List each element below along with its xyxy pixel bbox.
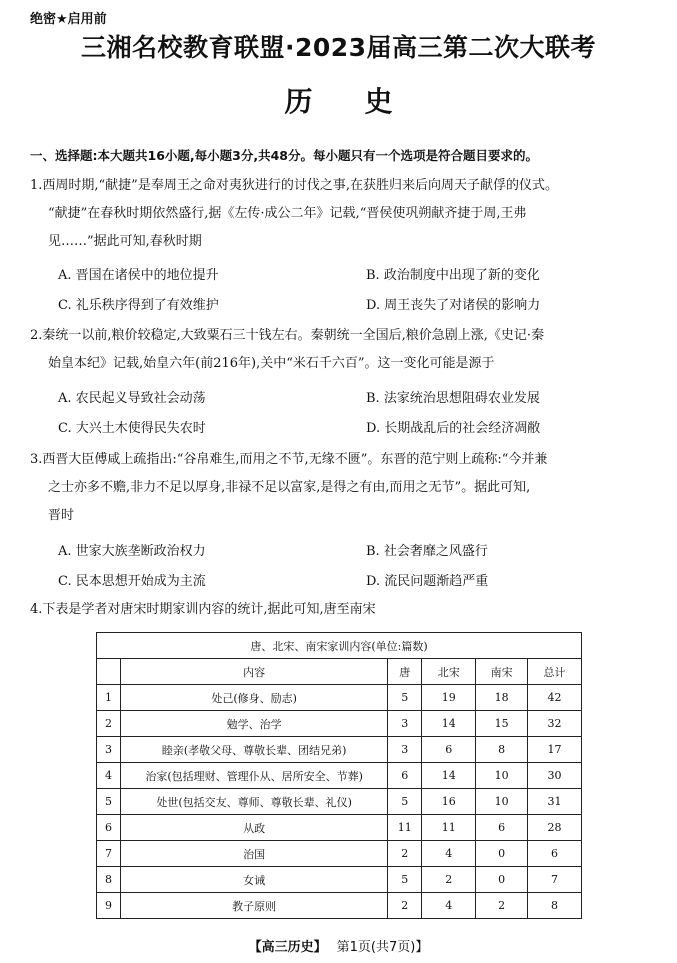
table-cell: 17	[528, 737, 582, 763]
table-cell: 3	[388, 711, 422, 737]
table-cell: 2	[422, 867, 476, 893]
table-cell: 6	[422, 737, 476, 763]
table-cell: 勉学、治学	[120, 711, 387, 737]
question-2	[30, 322, 655, 378]
table-cell: 4	[97, 763, 121, 789]
question-line: 晋时	[48, 508, 75, 523]
option-c[interactable]: C. 民本思想开始成为主流	[58, 574, 206, 589]
table-cell: 2	[388, 841, 422, 867]
confidential-mark: 绝密★启用前	[30, 12, 107, 27]
table-row	[97, 893, 582, 919]
table-row	[97, 737, 582, 763]
table-cell: 14	[422, 711, 476, 737]
table-cell: 18	[476, 685, 528, 711]
table-header-cell: 南宋	[476, 659, 528, 685]
question-line: 始皇本纪》记载,始皇六年(前216年),关中“米石千六百”。这一变化可能是源于	[48, 356, 495, 371]
question-line: 2.秦统一以前,粮价较稳定,大致粟石三十钱左右。秦朝统一全国后,粮价急剧上涨,《史记·秦	[30, 328, 545, 343]
table-cell: 处世(包括交友、尊师、尊敬长辈、礼仪)	[120, 789, 387, 815]
table-cell: 教子原则	[120, 893, 387, 919]
table-cell: 处己(修身、励志)	[120, 685, 387, 711]
table-cell: 11	[388, 815, 422, 841]
table-cell: 4	[422, 893, 476, 919]
table-cell: 8	[97, 867, 121, 893]
option-a[interactable]: A. 世家大族垄断政治权力	[58, 544, 206, 559]
option-c[interactable]: C. 礼乐秩序得到了有效维护	[58, 298, 219, 313]
table-cell: 5	[388, 867, 422, 893]
table-row	[97, 763, 582, 789]
table-cell: 19	[422, 685, 476, 711]
table-cell: 6	[476, 815, 528, 841]
table-header-cell: 内容	[120, 659, 387, 685]
footer-label: 【高三历史】	[248, 940, 327, 955]
option-d[interactable]: D. 周王丧失了对诸侯的影响力	[366, 298, 541, 313]
question-4	[30, 596, 655, 624]
table-cell: 10	[476, 789, 528, 815]
table-cell: 5	[388, 789, 422, 815]
table-cell: 4	[422, 841, 476, 867]
table-cell: 10	[476, 763, 528, 789]
table-cell: 8	[476, 737, 528, 763]
table-cell: 5	[97, 789, 121, 815]
table-cell: 2	[476, 893, 528, 919]
table-header-cell: 唐	[388, 659, 422, 685]
question-line: 3.西晋大臣傅咸上疏指出:“谷帛难生,而用之不节,无缘不匮”。东晋的范宁则上疏称:“今并兼	[30, 452, 548, 467]
table-cell: 7	[97, 841, 121, 867]
table-cell: 3	[388, 737, 422, 763]
table-cell: 6	[388, 763, 422, 789]
option-a[interactable]: A. 晋国在诸侯中的地位提升	[58, 268, 219, 283]
table-cell: 15	[476, 711, 528, 737]
table-row	[97, 815, 582, 841]
table-cell: 治家(包括理财、管理仆从、居所安全、节葬)	[120, 763, 387, 789]
table-cell: 6	[528, 841, 582, 867]
table-cell: 14	[422, 763, 476, 789]
table-row	[97, 685, 582, 711]
table-header-cell	[97, 659, 121, 685]
table-row	[97, 789, 582, 815]
table-cell: 女诫	[120, 867, 387, 893]
table-cell: 9	[97, 893, 121, 919]
option-b[interactable]: B. 社会奢靡之风盛行	[366, 544, 488, 559]
table-cell: 31	[528, 789, 582, 815]
table-cell: 从政	[120, 815, 387, 841]
option-d[interactable]: D. 长期战乱后的社会经济凋敝	[366, 421, 541, 436]
table-cell: 0	[476, 841, 528, 867]
section-heading: 一、选择题:本大题共16小题,每小题3分,共48分。每小题只有一个选项是符合题目要求的。	[30, 148, 538, 163]
footer-page-number: 第1页(共7页)】	[336, 940, 429, 955]
table-cell: 睦亲(孝敬父母、尊敬长辈、团结兄弟)	[120, 737, 387, 763]
table-body	[97, 685, 582, 919]
table-cell: 2	[97, 711, 121, 737]
question-line: 见……”据此可知,春秋时期	[48, 234, 202, 249]
option-a[interactable]: A. 农民起义导致社会动荡	[58, 391, 206, 406]
option-d[interactable]: D. 流民问题渐趋严重	[366, 574, 489, 589]
table-row	[97, 841, 582, 867]
table-cell: 治国	[120, 841, 387, 867]
table-cell: 28	[528, 815, 582, 841]
table-cell: 7	[528, 867, 582, 893]
table-cell: 8	[528, 893, 582, 919]
question-line: “献捷”在春秋时期依然盛行,据《左传·成公二年》记载,“晋侯使巩朔献齐捷于周,王弗	[48, 206, 527, 221]
table-cell: 16	[422, 789, 476, 815]
question-1	[30, 172, 655, 256]
table-header-cell: 总计	[528, 659, 582, 685]
question-3	[30, 446, 655, 530]
table-caption: 唐、北宋、南宋家训内容(单位:篇数)	[97, 633, 582, 659]
question-line: 之士亦多不赡,非力不足以厚身,非禄不足以富家,是得之有由,而用之无节”。据此可知,	[48, 480, 531, 495]
table-cell: 32	[528, 711, 582, 737]
table-header-row	[97, 659, 582, 685]
table-caption-row	[97, 633, 582, 659]
table-cell: 2	[388, 893, 422, 919]
table-row	[97, 867, 582, 893]
family-instruction-table	[96, 632, 582, 919]
option-b[interactable]: B. 法家统治思想阻碍农业发展	[366, 391, 540, 406]
table-cell: 5	[388, 685, 422, 711]
table-cell: 1	[97, 685, 121, 711]
page-footer	[0, 936, 677, 955]
table-header-cell: 北宋	[422, 659, 476, 685]
table-cell: 3	[97, 737, 121, 763]
exam-title: 三湘名校教育联盟·2023届高三第二次大联考	[80, 33, 597, 62]
table-cell: 6	[97, 815, 121, 841]
table-cell: 42	[528, 685, 582, 711]
table-row	[97, 711, 582, 737]
table-cell: 30	[528, 763, 582, 789]
question-line: 4.下表是学者对唐宋时期家训内容的统计,据此可知,唐至南宋	[30, 602, 376, 617]
question-line: 1.西周时期,“献捷”是奉周王之命对夷狄进行的讨伐之事,在获胜归来后向周天子献俘的仪式。	[30, 178, 558, 193]
table-cell: 0	[476, 867, 528, 893]
option-b[interactable]: B. 政治制度中出现了新的变化	[366, 268, 540, 283]
option-c[interactable]: C. 大兴土木使得民失农时	[58, 421, 206, 436]
table-cell: 11	[422, 815, 476, 841]
subject-title: 历史	[284, 85, 445, 118]
